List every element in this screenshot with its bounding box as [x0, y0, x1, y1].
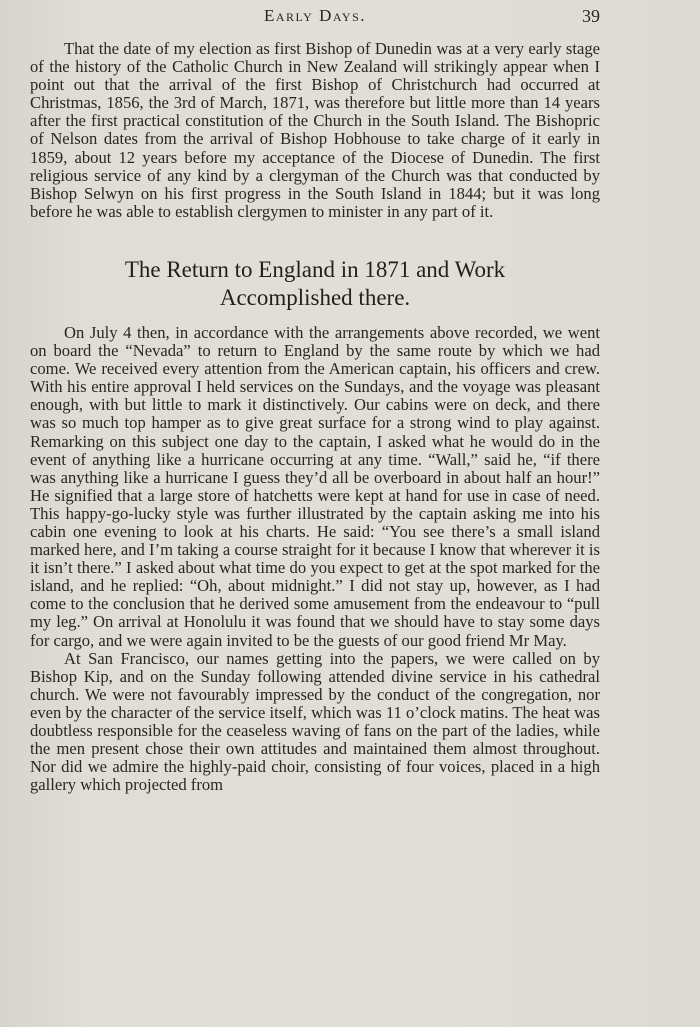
paragraph-2: On July 4 then, in accordance with the arrangements above recorded, we went on board the “Nevada” to return to England by the same route by which we had come. We received every attention from the American captain, his officers and crew. With his entire approval I held services on the Sundays, and the voyage was pleasant enough, with but little to mark it distinctively. Our cabins were on deck, and there was so much top hamper as to give great surface for a strong wind to play against. Remarking on this subject one day to the captain, I asked what he would do in the event of anything like a hurricane occurring at any time. “Wall,” said he, “if there was anything like a hurricane I guess they’d all be overboard in about half an hour!” He signified that a large store of hatchetts were kept at hand for use in case of need. This happy-go-lucky style was further illustrated by the captain asking me into his cabin one evening to look at his charts. He said: “You see there’s a small island marked here, and I’m taking a course straight for it because I know that wherever it is it isn’t there.” I asked about what time do you expect to get at the spot marked for the island, and he replied: “Oh, about midnight.” I did not stay up, however, as I had come to the conclusion that he derived some amusement from the endeavour to “pull my leg.” On arrival at Honolulu it was found that we should have to stay some days for cargo, and we were again invited to be the guests of our good friend Mr May.: [30, 322, 600, 650]
paragraph-3: At San Francisco, our names getting into the papers, we were called on by Bishop Kip, and on the Sunday following attended divine service in his cathedral church. We were not favourably impressed by the conduct of the congregation, nor even by the character of the service itself, which was 11 o’clock matins. The heat was doubtless responsible for the ceaseless waving of fans on the part of the ladies, while the men present chose their own attitudes and maintained them almost throughout. Nor did we admire the highly-paid choir, consisting of four voices, placed in a high gallery which projected from: [30, 648, 600, 795]
paragraph-1: That the date of my election as first Bishop of Dunedin was at a very early stage of the history of the Catholic Church in New Zealand will strikingly appear when I point out that the arrival of the first Bishop of Christchurch had occurred at Christmas, 1856, the 3rd of March, 1871, was therefore but little more than 14 years after the first practical constitution of the Church in the South Island. The Bishopric of Nelson dates from the arrival of Bishop Hobhouse to take charge of it early in 1859, about 12 years before my acceptance of the Diocese of Dunedin. The first religious service of any kind by a clergyman of the Church was that conducted by Bishop Selwyn on his first progress in the South Island in 1844; but it was long before he was able to establish clergymen to minister in any part of it.: [30, 39, 600, 221]
page-number: 39: [582, 6, 600, 26]
running-head: [30, 6, 600, 32]
section-heading: [30, 256, 600, 312]
section-heading-line-1: The Return to England in 1871 and Work: [124, 256, 506, 282]
page-body: [30, 40, 600, 794]
running-title: Early Days.: [263, 6, 367, 25]
section-heading-line-2: Accomplished there.: [219, 284, 411, 310]
